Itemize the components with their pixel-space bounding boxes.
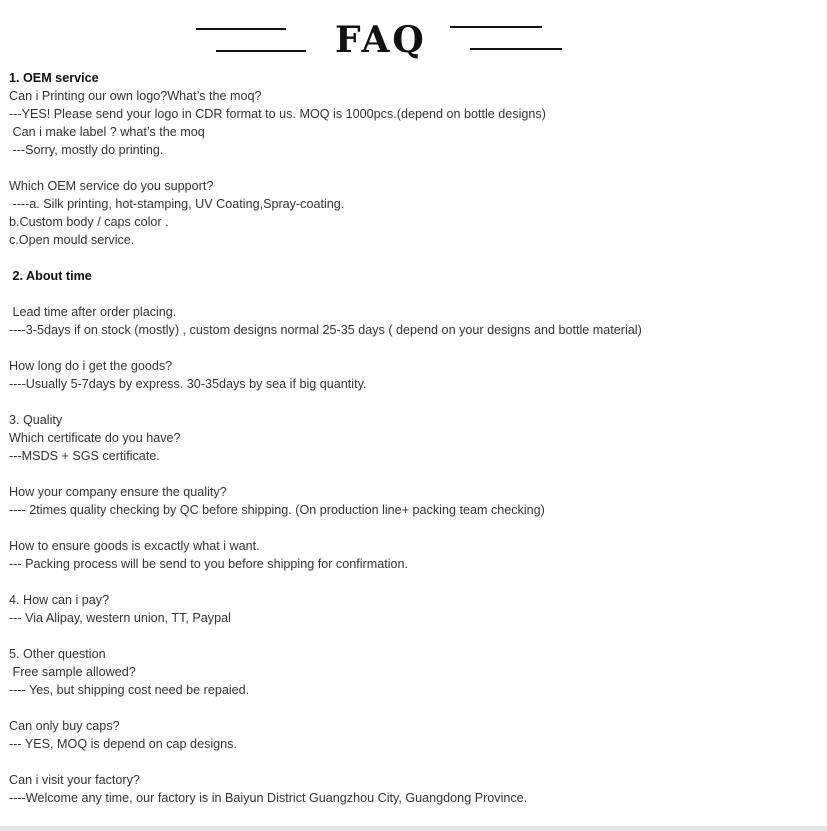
blank-line	[9, 573, 819, 591]
faq-line: c.Open mould service.	[9, 233, 135, 247]
blank-line	[9, 159, 819, 177]
faq-line: ---- Yes, but shipping cost need be repaied.	[9, 683, 250, 697]
faq-line: ----3-5days if on stock (mostly) , custom designs normal 25-35 days ( depend on your designs and bottle material)	[9, 323, 642, 337]
faq-line: Can i Printing our own logo?What’s the moq?	[9, 89, 262, 103]
faq-line: ----Usually 5-7days by express. 30-35days by sea if big quantity.	[9, 377, 367, 391]
faq-line: Which OEM service do you support?	[9, 179, 214, 193]
faq-line: b.Custom body / caps color .	[9, 215, 169, 229]
faq-line: ---- 2times quality checking by QC before shipping. (On production line+ packing team checking)	[9, 503, 545, 517]
faq-line: 5. Other question	[9, 647, 106, 661]
page-title: FAQ	[335, 19, 427, 61]
blank-line	[9, 753, 819, 771]
faq-line: --- YES, MOQ is depend on cap designs.	[9, 737, 237, 751]
decorative-rule	[196, 28, 286, 30]
faq-line: --- Via Alipay, western union, TT, Paypal	[9, 611, 231, 625]
faq-line: ---MSDS + SGS certificate.	[9, 449, 160, 463]
footer-band	[0, 826, 827, 831]
blank-line	[9, 699, 819, 717]
blank-line	[9, 249, 819, 267]
blank-line	[9, 519, 819, 537]
blank-line	[9, 627, 819, 645]
faq-line: ---Sorry, mostly do printing.	[9, 143, 164, 157]
blank-line	[9, 393, 819, 411]
faq-line: Can only buy caps?	[9, 719, 120, 733]
faq-line: ----a. Silk printing, hot-stamping, UV Coating,Spray-coating.	[9, 197, 345, 211]
faq-line: How your company ensure the quality?	[9, 485, 227, 499]
faq-line: Lead time after order placing.	[9, 305, 177, 319]
section-heading: 1. OEM service	[9, 71, 99, 85]
faq-line: ----Welcome any time, our factory is in Baiyun District Guangzhou City, Guangdong Province.	[9, 791, 528, 805]
decorative-rule	[470, 48, 562, 50]
faq-line: How long do i get the goods?	[9, 359, 173, 373]
decorative-rule	[216, 50, 306, 52]
decorative-rule	[450, 26, 542, 28]
section-heading: 2. About time	[9, 269, 92, 283]
faq-line: ---YES! Please send your logo in CDR format to us. MOQ is 1000pcs.(depend on bottle designs)	[9, 107, 546, 121]
blank-line	[9, 285, 819, 303]
faq-line: Can i make label ? what’s the moq	[9, 125, 205, 139]
blank-line	[9, 465, 819, 483]
faq-header	[0, 0, 827, 65]
faq-line: 4. How can i pay?	[9, 593, 110, 607]
faq-content	[9, 69, 819, 807]
faq-line: Can i visit your factory?	[9, 773, 140, 787]
faq-line: How to ensure goods is excactly what i want.	[9, 539, 260, 553]
blank-line	[9, 339, 819, 357]
faq-line: Which certificate do you have?	[9, 431, 181, 445]
faq-line: 3. Quality	[9, 413, 63, 427]
faq-line: Free sample allowed?	[9, 665, 136, 679]
faq-line: --- Packing process will be send to you before shipping for confirmation.	[9, 557, 408, 571]
